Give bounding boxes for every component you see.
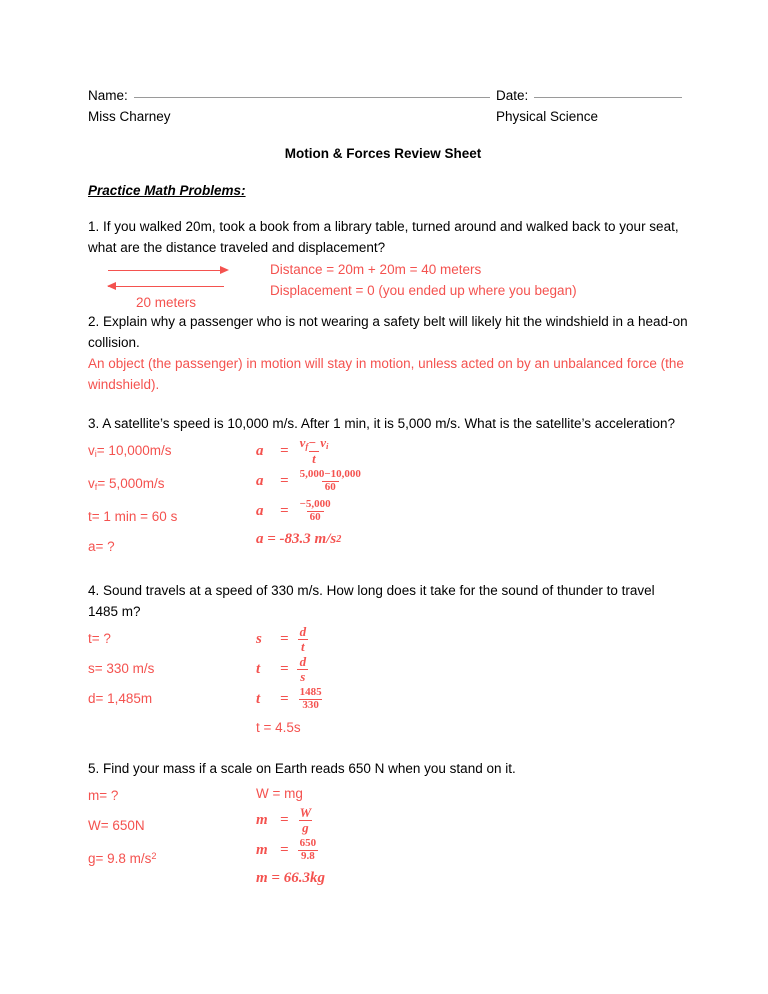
question-5-work bbox=[88, 781, 688, 891]
equation-simplified: a = $\frac{-5,000}{60}$ bbox=[256, 496, 688, 526]
header-row-2 bbox=[88, 106, 688, 127]
answer-displacement: Displacement = 0 (you ended up where you began) bbox=[270, 283, 577, 298]
question-3 bbox=[88, 413, 688, 562]
given-distance: d= 1,485m bbox=[88, 691, 153, 707]
displacement-diagram bbox=[108, 263, 258, 310]
question-3-givens bbox=[88, 436, 256, 562]
equation-weight-formula: W = mg bbox=[256, 785, 303, 801]
fraction-650-over-9point8: $\frac{650}{9.8}$ bbox=[299, 836, 317, 862]
date-label: Date: bbox=[496, 88, 529, 103]
question-4-result: t = 4.5s bbox=[256, 719, 301, 735]
question-2-answer: An object (the passenger) in motion will stay in motion, unless acted on by an unbalanced force (the windshield). bbox=[88, 356, 684, 392]
right-arrow-head-icon bbox=[220, 266, 229, 274]
question-3-equations bbox=[256, 436, 688, 562]
equation-time-substituted: t = $\frac{1485}{330}$ bbox=[256, 684, 688, 714]
fraction-d-over-t: $\frac{d}{t}$ bbox=[299, 623, 307, 654]
given-vi: $v_i= 10,000m/s$ bbox=[88, 443, 172, 460]
teacher-name: Miss Charney bbox=[88, 109, 171, 124]
question-4 bbox=[88, 580, 688, 740]
equation-substituted: a = $\frac{5,000-10,000}{60}$ bbox=[256, 466, 688, 496]
question-5-givens bbox=[88, 781, 256, 891]
left-arrow bbox=[108, 279, 258, 295]
fraction-5000-minus-10000-over-60: $\frac{5,000-10,000}{60}$ bbox=[299, 467, 361, 493]
diagram-label-20-meters: 20 meters bbox=[136, 295, 197, 310]
answer-distance: Distance = 20m + 20m = 40 meters bbox=[270, 262, 482, 277]
header-row-1 bbox=[88, 86, 688, 106]
question-1-body bbox=[88, 259, 688, 311]
fraction-vf-minus-vi-over-t: $\frac{v_f- v_i}{t}$ bbox=[299, 435, 329, 467]
equation-speed-formula: s = $\frac{d}{t}$ bbox=[256, 624, 688, 654]
equation-mass-substituted: m = $\frac{650}{9.8}$ bbox=[256, 835, 688, 865]
date-blank-line[interactable] bbox=[534, 97, 682, 98]
fraction-W-over-g: $\frac{W}{g}$ bbox=[299, 804, 312, 835]
document-content bbox=[88, 86, 688, 891]
right-arrow-shaft bbox=[108, 270, 224, 271]
question-5 bbox=[88, 758, 688, 891]
given-weight: W= 650N bbox=[88, 818, 145, 834]
fraction-d-over-s: $\frac{d}{s}$ bbox=[297, 655, 310, 683]
equation-time-rearranged: t = $\frac{d}{s}$ bbox=[256, 654, 688, 684]
question-5-equations bbox=[256, 781, 688, 891]
name-label: Name: bbox=[88, 88, 128, 103]
name-blank-line[interactable] bbox=[134, 97, 490, 98]
subject-name: Physical Science bbox=[496, 109, 599, 124]
date-field-group bbox=[496, 86, 688, 106]
given-t: t= 1 min = 60 s bbox=[88, 509, 178, 525]
question-4-work bbox=[88, 624, 688, 740]
question-1 bbox=[88, 216, 688, 311]
question-3-prompt: 3. A satellite’s speed is 10,000 m/s. After 1 min, it is 5,000 m/s. What is the satellite’s acceleration? bbox=[88, 416, 676, 431]
question-5-result: m = 66.3kg bbox=[256, 869, 325, 886]
question-1-prompt: 1. If you walked 20m, took a book from a library table, turned around and walked back to your seat, what are the distance traveled and displacement? bbox=[88, 219, 679, 255]
question-4-equations bbox=[256, 624, 688, 740]
section-heading-practice-math: Practice Math Problems: bbox=[88, 183, 246, 198]
page-title: Motion & Forces Review Sheet bbox=[284, 146, 482, 161]
question-2-prompt: 2. Explain why a passenger who is not wearing a safety belt will likely hit the windshield in a head-on collision. bbox=[88, 314, 688, 350]
question-2 bbox=[88, 311, 688, 395]
equation-mass-rearranged: m = $\frac{W}{g}$ bbox=[256, 805, 688, 835]
given-vf: $v_f= 5,000m/s$ bbox=[88, 476, 165, 493]
given-a: a= ? bbox=[88, 539, 115, 555]
left-arrow-head-icon bbox=[107, 282, 116, 290]
question-4-givens bbox=[88, 624, 256, 740]
equation-acceleration-formula: a = $\frac{v_f- v_i}{t}$ bbox=[256, 436, 688, 466]
fraction-minus5000-over-60: $\frac{-5,000}{60}$ bbox=[299, 497, 331, 523]
given-gravity: g= 9.8 $m/s^2$ bbox=[88, 850, 157, 866]
name-field-group bbox=[88, 86, 496, 106]
given-t-unknown: t= ? bbox=[88, 631, 111, 647]
question-3-work bbox=[88, 436, 688, 562]
given-mass-unknown: m= ? bbox=[88, 788, 119, 804]
question-3-result: a = -83.3 m/s 2 bbox=[256, 530, 342, 547]
question-1-answers bbox=[270, 259, 577, 301]
given-speed: s= 330 m/s bbox=[88, 661, 155, 677]
left-arrow-shaft bbox=[108, 286, 224, 287]
fraction-1485-over-330: $\frac{1485}{330}$ bbox=[299, 685, 322, 711]
question-4-prompt: 4. Sound travels at a speed of 330 m/s. How long does it take for the sound of thunder to travel 1485 m? bbox=[88, 583, 655, 620]
right-arrow bbox=[108, 263, 258, 279]
question-5-prompt: 5. Find your mass if a scale on Earth reads 650 N when you stand on it. bbox=[88, 761, 516, 777]
